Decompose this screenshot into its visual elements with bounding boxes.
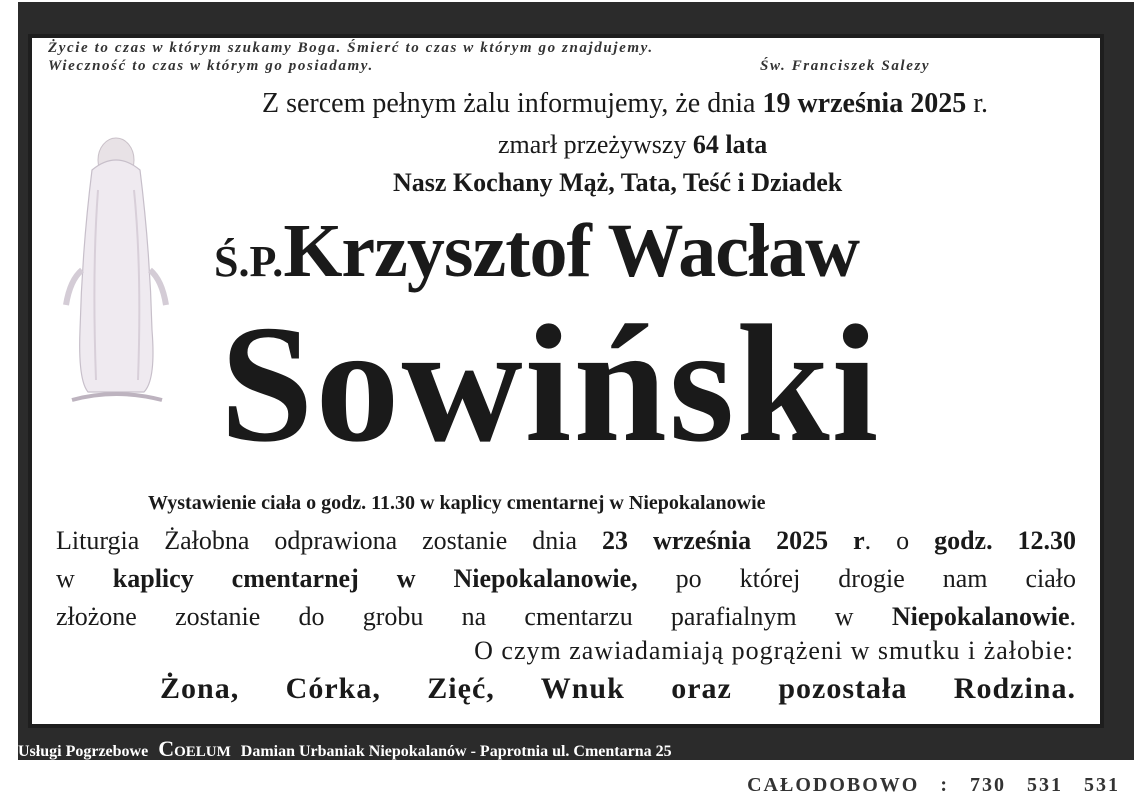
- liturgy-connector: . o: [864, 526, 935, 555]
- footer-address: Damian Urbaniak Niepokalanów - Paprotnia ul. Cmentarna 25: [240, 743, 672, 760]
- age-text: zmarł przeżywszy: [498, 130, 693, 159]
- family-role-line: Nasz Kochany Mąż, Tata, Teść i Dziadek: [393, 168, 843, 197]
- liturgy-date: 23 września 2025 r: [601, 526, 865, 555]
- intro-line-date: [262, 88, 988, 120]
- intro-suffix: r.: [966, 88, 988, 119]
- first-names: Krzysztof Wacław: [283, 209, 859, 293]
- footer-brand: Coelum: [158, 736, 231, 761]
- chapel-line: [56, 560, 1076, 598]
- intro-text: Z sercem pełnym żalu informujemy, że dnia: [262, 88, 763, 119]
- chapel-name: kaplicy cmentarnej w Niepokalanowie,: [112, 564, 638, 593]
- name-prefix: Ś.P.: [214, 237, 284, 286]
- quote-line-2: Wieczność to czas w którym go posiadamy.: [48, 58, 374, 74]
- phone-number: CAŁODOBOWO : 730 531 531: [747, 774, 1120, 796]
- burial-period: .: [1069, 602, 1076, 631]
- intro-line-age: [498, 130, 767, 160]
- quote-line-1: Życie to czas w którym szukamy Boga. Śmierć to czas w którym go znajdujemy.: [48, 40, 654, 56]
- burial-line: [56, 598, 1076, 636]
- burial-text: złożone zostanie do grobu na cmentarzu parafialnym w: [56, 602, 892, 631]
- burial-place: Niepokalanowie: [891, 602, 1070, 631]
- liturgy-line: [56, 522, 1076, 560]
- age-value: 64 lata: [692, 130, 768, 159]
- chapel-prefix: w: [56, 564, 113, 593]
- deceased-name-row: [214, 208, 859, 295]
- footer-services: Usługi Pogrzebowe: [18, 743, 149, 760]
- liturgy-time: godz. 12.30: [934, 526, 1077, 555]
- viewing-info: Wystawienie ciała o godz. 11.30 w kaplicy cmentarnej w Niepokalanowie: [148, 492, 766, 514]
- notify-line: O czym zawiadamiają pogrążeni w smutku i żałobie:: [474, 636, 1074, 665]
- surname: Sowiński: [220, 291, 881, 477]
- chapel-suffix: po której drogie nam ciało: [637, 564, 1077, 593]
- funeral-home-footer: [18, 736, 672, 762]
- madonna-figure-icon: [52, 130, 180, 410]
- family-signature: Żona, Córka, Zięć, Wnuk oraz pozostała Rodzina.: [160, 672, 1076, 705]
- liturgy-text: Liturgia Żałobna odprawiona zostanie dnia: [56, 526, 602, 555]
- death-date: 19 września 2025: [762, 88, 967, 119]
- quote-author: Św. Franciszek Salezy: [760, 58, 931, 74]
